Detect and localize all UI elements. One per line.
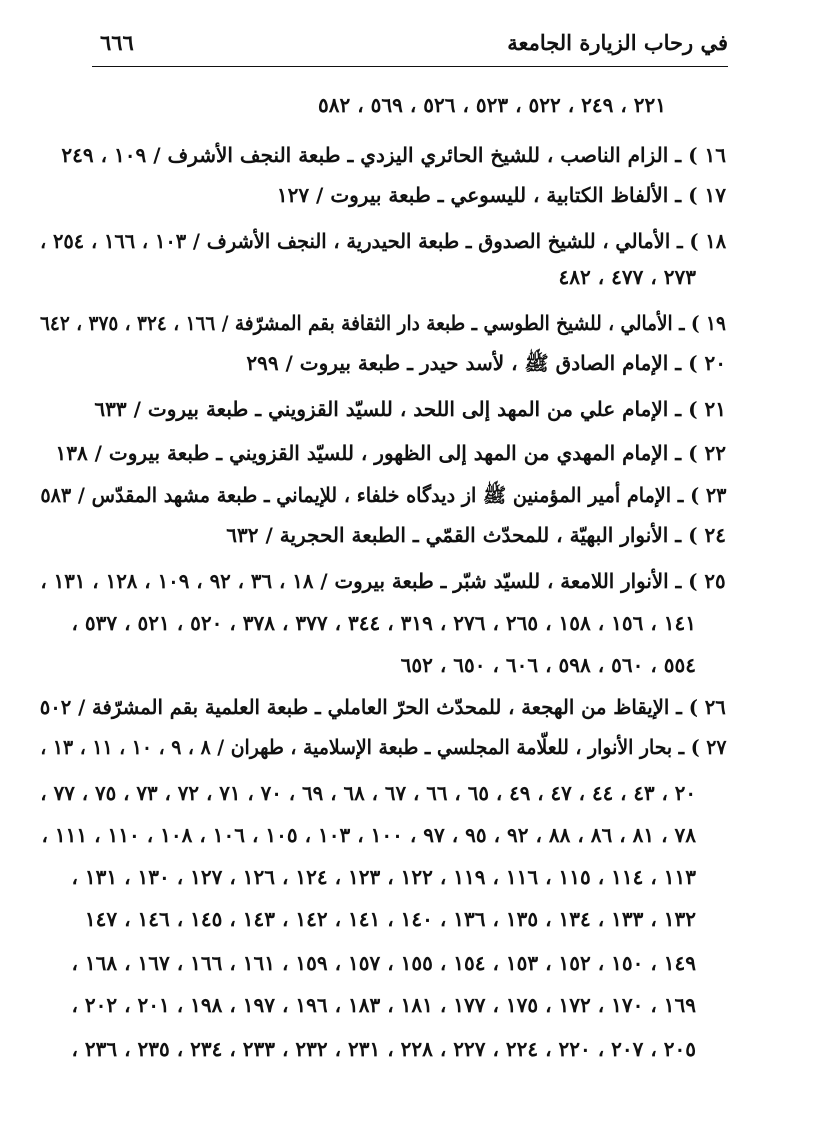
continuation-line: ٧٨ ، ٨١ ، ٨٦ ، ٨٨ ، ٩٢ ، ٩٥ ، ٩٧ ، ١٠٠ ، ١٠٣ ، ١٠٥ ، ١٠٦ ، ١٠٨ ، ١١٠ ، ١١١ ، bbox=[41, 823, 696, 847]
bibliography-entry-24: ٢٤ ) ـ الأنوار البهيّة ، للمحدّث القمّي ـ الطبعة الحجرية / ٦٣٢ bbox=[226, 523, 726, 547]
bibliography-entry-26: ٢٦ ) ـ الإيقاظ من الهجعة ، للمحدّث الحرّ العاملي ـ طبعة العلمية بقم المشرّفة / ٥٠٢ bbox=[39, 695, 726, 719]
bibliography-entry-19: ١٩ ) ـ الأمالي ، للشيخ الطوسي ـ طبعة دار الثقافة بقم المشرّفة / ١٦٦ ، ٣٢٤ ، ٣٧٥ ، ٦٤٢ bbox=[40, 311, 726, 335]
continuation-line: ٢٠ ، ٤٣ ، ٤٤ ، ٤٧ ، ٤٩ ، ٦٥ ، ٦٦ ، ٦٧ ، ٦٨ ، ٦٩ ، ٧٠ ، ٧١ ، ٧٢ ، ٧٣ ، ٧٥ ، ٧٧ ، bbox=[40, 781, 696, 805]
bibliography-entry-16: ١٦ ) ـ الزام الناصب ، للشيخ الحائري اليزدي ـ طبعة النجف الأشرف / ١٠٩ ، ٢٤٩ bbox=[61, 143, 726, 167]
continuation-line: ١٤٩ ، ١٥٠ ، ١٥٢ ، ١٥٣ ، ١٥٤ ، ١٥٥ ، ١٥٧ ، ١٥٩ ، ١٦١ ، ١٦٦ ، ١٦٧ ، ١٦٨ ، bbox=[71, 951, 696, 975]
continuation-line: ١٣٢ ، ١٣٣ ، ١٣٤ ، ١٣٥ ، ١٣٦ ، ١٤٠ ، ١٤١ ، ١٤٢ ، ١٤٣ ، ١٤٥ ، ١٤٦ ، ١٤٧ bbox=[84, 907, 696, 931]
bibliography-entry-21: ٢١ ) ـ الإمام علي من المهد إلى اللحد ، للسيّد القزويني ـ طبعة بيروت / ٦٣٣ bbox=[94, 397, 726, 421]
bibliography-entry-22: ٢٢ ) ـ الإمام المهدي من المهد إلى الظهور ، للسيّد القزويني ـ طبعة بيروت / ١٣٨ bbox=[55, 441, 726, 465]
continuation-line: ٢٧٣ ، ٤٧٧ ، ٤٨٢ bbox=[558, 265, 696, 289]
bibliography-entry-17: ١٧ ) ـ الألفاظ الكتابية ، لليسوعي ـ طبعة بيروت / ١٢٧ bbox=[276, 183, 726, 207]
bibliography-entry-23: ٢٣ ) ـ الإمام أمير المؤمنين ﷺ از ديدگاه خلفاء ، للإيماني ـ طبعة مشهد المقدّس / ٥٨٣ bbox=[39, 483, 726, 507]
continuation-line: ٢٠٥ ، ٢٠٧ ، ٢٢٠ ، ٢٢٤ ، ٢٢٧ ، ٢٢٨ ، ٢٣١ ، ٢٣٢ ، ٢٣٣ ، ٢٣٤ ، ٢٣٥ ، ٢٣٦ ، bbox=[71, 1037, 696, 1061]
header-rule bbox=[92, 66, 728, 67]
continuation-line: ١٤١ ، ١٥٦ ، ١٥٨ ، ٢٦٥ ، ٢٧٦ ، ٣١٩ ، ٣٤٤ ، ٣٧٧ ، ٣٧٨ ، ٥٢٠ ، ٥٢١ ، ٥٣٧ ، bbox=[71, 611, 696, 635]
bibliography-entry-18: ١٨ ) ـ الأمالي ، للشيخ الصدوق ـ طبعة الحيدرية ، النجف الأشرف / ١٠٣ ، ١٦٦ ، ٢٥٤ ، bbox=[39, 229, 726, 253]
bibliography-entry-25: ٢٥ ) ـ الأنوار اللامعة ، للسيّد شبّر ـ طبعة بيروت / ١٨ ، ٣٦ ، ٩٢ ، ١٠٩ ، ١٢٨ ، ١٣١ ، bbox=[40, 569, 726, 593]
page-number: ٦٦٦ bbox=[100, 30, 134, 55]
bibliography-entry-27: ٢٧ ) ـ بحار الأنوار ، للعلّامة المجلسي ـ طبعة الإسلامية ، طهران / ٨ ، ٩ ، ١٠ ، ١١ ، ١٣ ، bbox=[39, 735, 726, 759]
running-header bbox=[92, 28, 728, 64]
continuation-line: ١١٣ ، ١١٤ ، ١١٥ ، ١١٦ ، ١١٩ ، ١٢٢ ، ١٢٣ ، ١٢٤ ، ١٢٦ ، ١٢٧ ، ١٣٠ ، ١٣١ ، bbox=[71, 865, 696, 889]
continuation-line: ٢٢١ ، ٢٤٩ ، ٥٢٢ ، ٥٢٣ ، ٥٢٦ ، ٥٦٩ ، ٥٨٢ bbox=[318, 93, 666, 117]
continuation-line: ١٦٩ ، ١٧٠ ، ١٧٢ ، ١٧٥ ، ١٧٧ ، ١٨١ ، ١٨٣ ، ١٩٦ ، ١٩٧ ، ١٩٨ ، ٢٠١ ، ٢٠٢ ، bbox=[71, 993, 696, 1017]
header-title: في رحاب الزيارة الجامعة bbox=[507, 30, 728, 55]
continuation-line: ٥٥٤ ، ٥٦٠ ، ٥٩٨ ، ٦٠٦ ، ٦٥٠ ، ٦٥٢ bbox=[400, 653, 696, 677]
bibliography-entry-20: ٢٠ ) ـ الإمام الصادق ﷺ ، لأسد حيدر ـ طبعة بيروت / ٢٩٩ bbox=[246, 351, 726, 375]
